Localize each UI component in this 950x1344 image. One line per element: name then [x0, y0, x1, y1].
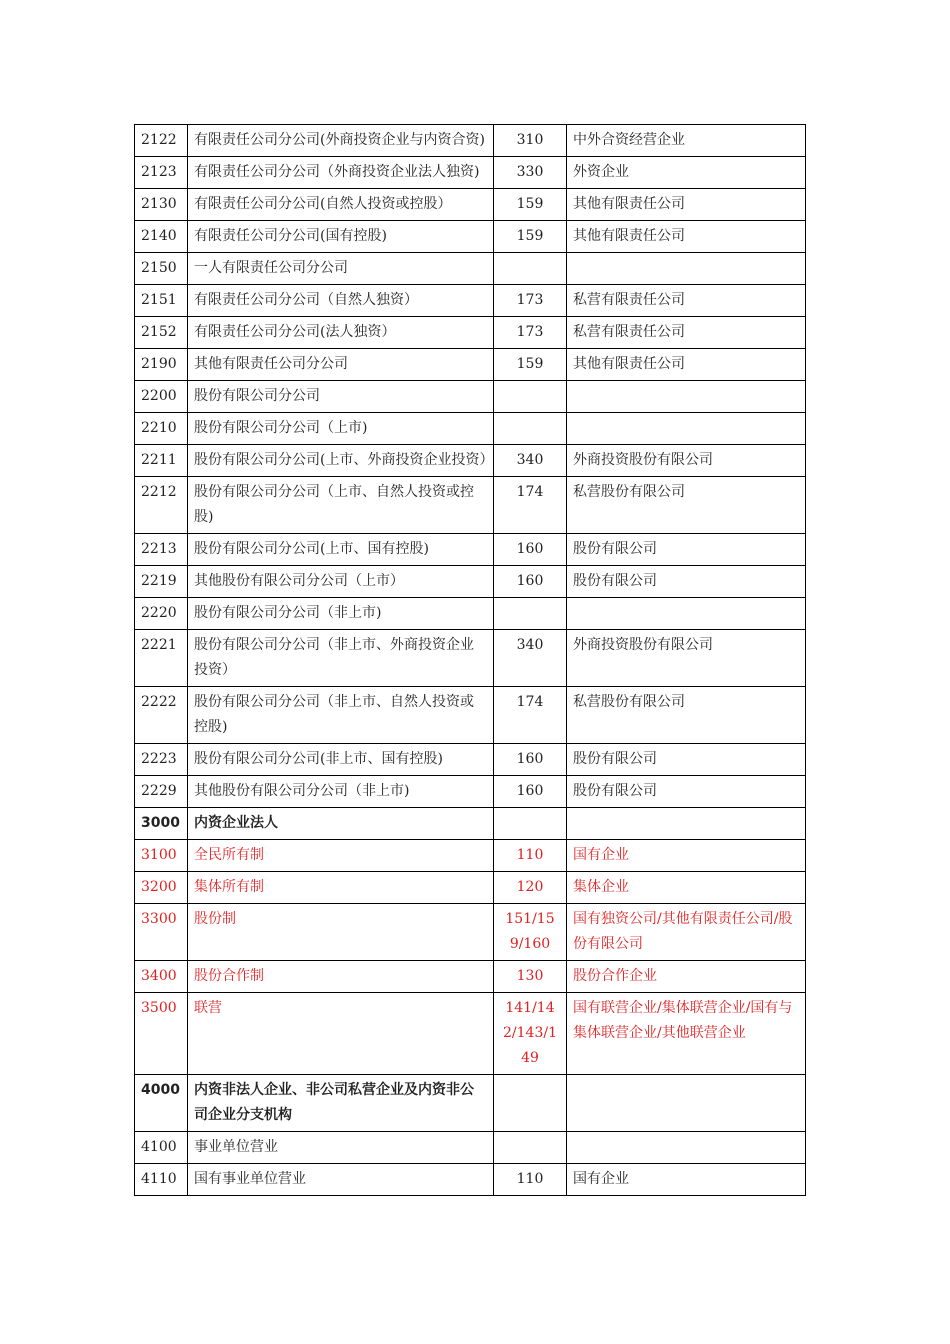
row-name-cell: 有限责任公司分公司(法人独资）: [188, 317, 494, 349]
row-name-cell: 股份有限公司分公司（非上市、自然人投资或控股): [188, 687, 494, 744]
row-number-cell: 160: [494, 776, 567, 808]
row-number-cell: 110: [494, 1164, 567, 1196]
row-type-cell: 其他有限责任公司: [567, 189, 806, 221]
table-row: [135, 381, 806, 413]
table-row: [135, 904, 806, 961]
table-row: [135, 840, 806, 872]
row-number-cell: [494, 598, 567, 630]
row-number-cell: 120: [494, 872, 567, 904]
row-name-cell: 有限责任公司分公司(国有控股): [188, 221, 494, 253]
row-type-cell: 外商投资股份有限公司: [567, 445, 806, 477]
row-type-cell: 股份有限公司: [567, 566, 806, 598]
row-type-cell: 私营有限责任公司: [567, 317, 806, 349]
row-code-cell: 4110: [135, 1164, 188, 1196]
row-type-cell: [567, 253, 806, 285]
table-row: [135, 445, 806, 477]
row-number-cell: 110: [494, 840, 567, 872]
row-type-cell: [567, 381, 806, 413]
row-type-cell: [567, 598, 806, 630]
row-type-cell: [567, 1132, 806, 1164]
row-number-cell: [494, 808, 567, 840]
row-type-cell: [567, 1075, 806, 1132]
table-row: [135, 961, 806, 993]
table-row: [135, 1075, 806, 1132]
table-row: [135, 872, 806, 904]
row-number-cell: 151/159/160: [494, 904, 567, 961]
row-number-cell: 160: [494, 566, 567, 598]
row-name-cell: 股份有限公司分公司(非上市、国有控股): [188, 744, 494, 776]
row-code-cell: 2130: [135, 189, 188, 221]
row-name-cell: 股份有限公司分公司: [188, 381, 494, 413]
row-type-cell: [567, 413, 806, 445]
row-code-cell: 2222: [135, 687, 188, 744]
table-row: [135, 285, 806, 317]
row-code-cell: 2211: [135, 445, 188, 477]
row-name-cell: 股份有限公司分公司（上市): [188, 413, 494, 445]
row-number-cell: [494, 413, 567, 445]
row-type-cell: 其他有限责任公司: [567, 349, 806, 381]
row-code-cell: 2219: [135, 566, 188, 598]
row-type-cell: 私营股份有限公司: [567, 477, 806, 534]
table-row: [135, 221, 806, 253]
row-type-cell: [567, 808, 806, 840]
enterprise-code-table: [134, 124, 806, 1196]
row-name-cell: 事业单位营业: [188, 1132, 494, 1164]
row-code-cell: 2123: [135, 157, 188, 189]
row-code-cell: 2213: [135, 534, 188, 566]
row-code-cell: 2212: [135, 477, 188, 534]
table-row: [135, 413, 806, 445]
row-number-cell: 141/142/143/149: [494, 993, 567, 1075]
row-number-cell: 174: [494, 477, 567, 534]
row-name-cell: 内资企业法人: [188, 808, 494, 840]
row-code-cell: 3400: [135, 961, 188, 993]
row-number-cell: 340: [494, 445, 567, 477]
row-type-cell: 国有独资公司/其他有限责任公司/股份有限公司: [567, 904, 806, 961]
table-row: [135, 808, 806, 840]
row-name-cell: 有限责任公司分公司（外商投资企业法人独资): [188, 157, 494, 189]
row-name-cell: 股份有限公司分公司（非上市): [188, 598, 494, 630]
row-number-cell: 130: [494, 961, 567, 993]
row-number-cell: 159: [494, 221, 567, 253]
row-name-cell: 股份合作制: [188, 961, 494, 993]
row-number-cell: 330: [494, 157, 567, 189]
row-type-cell: 国有联营企业/集体联营企业/国有与集体联营企业/其他联营企业: [567, 993, 806, 1075]
table-row: [135, 477, 806, 534]
row-name-cell: 有限责任公司分公司（自然人独资）: [188, 285, 494, 317]
table-row: [135, 566, 806, 598]
row-name-cell: 联营: [188, 993, 494, 1075]
row-type-cell: 中外合资经营企业: [567, 125, 806, 157]
table-row: [135, 630, 806, 687]
row-code-cell: 3000: [135, 808, 188, 840]
row-name-cell: 有限责任公司分公司(外商投资企业与内资合资): [188, 125, 494, 157]
row-name-cell: 其他股份有限公司分公司（非上市): [188, 776, 494, 808]
row-code-cell: 2150: [135, 253, 188, 285]
row-code-cell: 3100: [135, 840, 188, 872]
row-name-cell: 股份有限公司分公司（非上市、外商投资企业投资）: [188, 630, 494, 687]
row-code-cell: 2210: [135, 413, 188, 445]
table-row: [135, 776, 806, 808]
row-name-cell: 集体所有制: [188, 872, 494, 904]
row-type-cell: 国有企业: [567, 1164, 806, 1196]
row-code-cell: 2229: [135, 776, 188, 808]
table-row: [135, 189, 806, 221]
table-row: [135, 534, 806, 566]
table-row: [135, 157, 806, 189]
row-type-cell: 集体企业: [567, 872, 806, 904]
table-row: [135, 349, 806, 381]
row-type-cell: 国有企业: [567, 840, 806, 872]
table-row: [135, 125, 806, 157]
table-row: [135, 1164, 806, 1196]
table-row: [135, 253, 806, 285]
row-number-cell: 173: [494, 285, 567, 317]
row-name-cell: 其他有限责任公司分公司: [188, 349, 494, 381]
row-type-cell: 股份有限公司: [567, 776, 806, 808]
row-code-cell: 2200: [135, 381, 188, 413]
row-name-cell: 一人有限责任公司分公司: [188, 253, 494, 285]
row-code-cell: 2152: [135, 317, 188, 349]
row-type-cell: 私营股份有限公司: [567, 687, 806, 744]
row-type-cell: 股份合作企业: [567, 961, 806, 993]
row-type-cell: 其他有限责任公司: [567, 221, 806, 253]
row-number-cell: 174: [494, 687, 567, 744]
row-type-cell: 外资企业: [567, 157, 806, 189]
row-number-cell: 160: [494, 534, 567, 566]
row-code-cell: 2151: [135, 285, 188, 317]
row-code-cell: 2122: [135, 125, 188, 157]
row-number-cell: [494, 1075, 567, 1132]
row-type-cell: 股份有限公司: [567, 534, 806, 566]
row-name-cell: 股份有限公司分公司(上市、外商投资企业投资）: [188, 445, 494, 477]
row-name-cell: 内资非法人企业、非公司私营企业及内资非公司企业分支机构: [188, 1075, 494, 1132]
row-type-cell: 外商投资股份有限公司: [567, 630, 806, 687]
row-name-cell: 股份有限公司分公司(上市、国有控股): [188, 534, 494, 566]
row-number-cell: 173: [494, 317, 567, 349]
table-row: [135, 317, 806, 349]
table-row: [135, 598, 806, 630]
row-code-cell: 3500: [135, 993, 188, 1075]
row-number-cell: 159: [494, 189, 567, 221]
row-code-cell: 2221: [135, 630, 188, 687]
row-code-cell: 2220: [135, 598, 188, 630]
row-number-cell: 160: [494, 744, 567, 776]
row-number-cell: [494, 1132, 567, 1164]
table-row: [135, 744, 806, 776]
row-name-cell: 有限责任公司分公司(自然人投资或控股）: [188, 189, 494, 221]
row-code-cell: 4000: [135, 1075, 188, 1132]
row-name-cell: 其他股份有限公司分公司（上市）: [188, 566, 494, 598]
row-name-cell: 国有事业单位营业: [188, 1164, 494, 1196]
row-type-cell: 私营有限责任公司: [567, 285, 806, 317]
table-row: [135, 687, 806, 744]
row-code-cell: 3200: [135, 872, 188, 904]
row-number-cell: [494, 381, 567, 413]
row-code-cell: 2140: [135, 221, 188, 253]
row-code-cell: 2190: [135, 349, 188, 381]
row-type-cell: 股份有限公司: [567, 744, 806, 776]
row-number-cell: 340: [494, 630, 567, 687]
row-name-cell: 全民所有制: [188, 840, 494, 872]
table-body: [135, 125, 806, 1196]
table-row: [135, 1132, 806, 1164]
table-row: [135, 993, 806, 1075]
row-name-cell: 股份有限公司分公司（上市、自然人投资或控股): [188, 477, 494, 534]
row-number-cell: 310: [494, 125, 567, 157]
row-number-cell: [494, 253, 567, 285]
row-code-cell: 3300: [135, 904, 188, 961]
row-number-cell: 159: [494, 349, 567, 381]
row-code-cell: 2223: [135, 744, 188, 776]
row-name-cell: 股份制: [188, 904, 494, 961]
row-code-cell: 4100: [135, 1132, 188, 1164]
